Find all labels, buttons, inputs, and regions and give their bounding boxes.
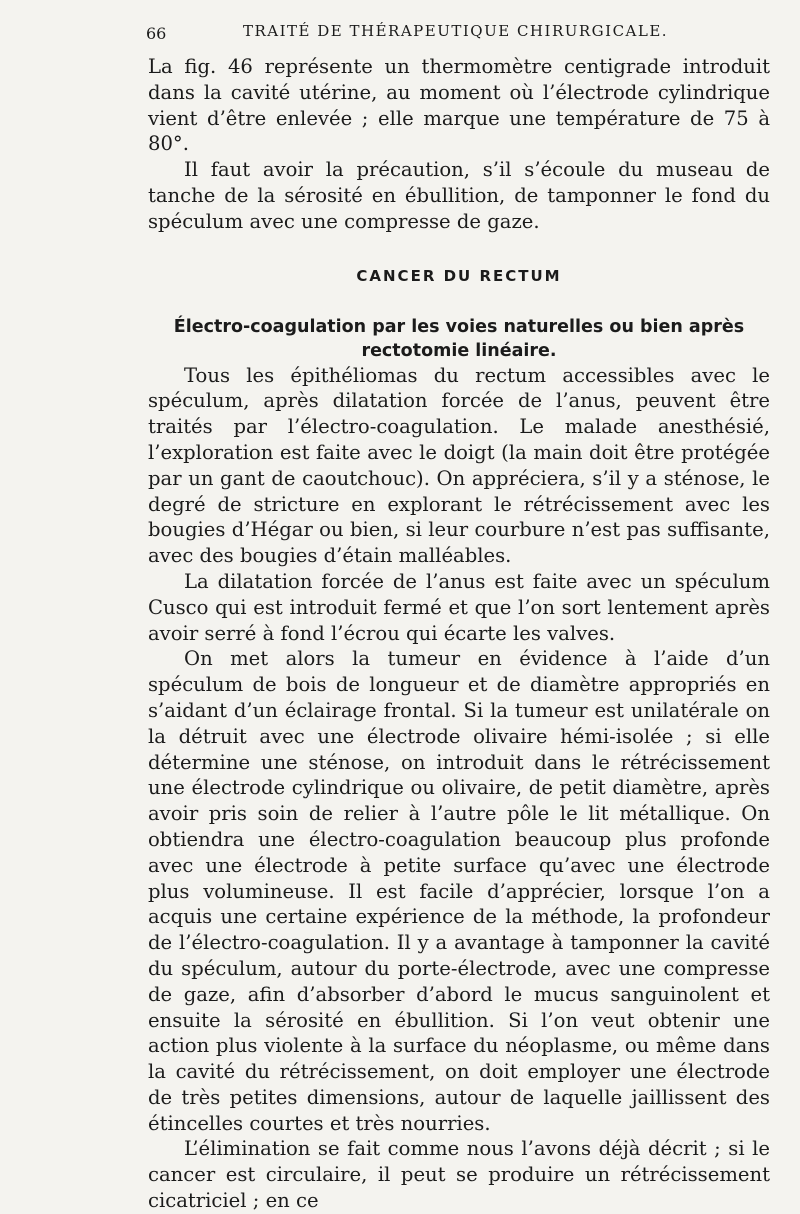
- running-head: [148, 18, 770, 48]
- book-page: [148, 18, 770, 1214]
- page-number: 66: [146, 24, 167, 43]
- running-title: TRAITÉ DE THÉRAPEUTIQUE CHIRURGICALE.: [243, 22, 669, 40]
- paragraph-figure-description: La fig. 46 représente un thermomètre centigrade introduit dans la cavité utérine, au moment où l’électrode cylindrique vient d’être enlevée ; elle marque une température de 75 à 80°.: [148, 55, 770, 156]
- paragraph-epitheliomas: Tous les épithéliomas du rectum accessibles avec le spéculum, après dilatation forcée de l’anus, peuvent être traités par l’électro-coagulation. Le malade anesthésié, l’exploration est faite avec le doigt (la main doit être protégée par un gant de caoutchouc). On appréciera, s’il y a sténose, le degré de stricture en explorant le rétrécissement avec les bougies d’Hégar ou bien, si leur courbure n’est pas suffisante, avec des bougies d’étain malléables.: [148, 363, 770, 568]
- section-title: CANCER DU RECTUM: [356, 266, 562, 285]
- paragraph-technique: On met alors la tumeur en évidence à l’aide d’un spéculum de bois de longueur et de diamètre appropriés en s’aidant d’un éclairage frontal. Si la tumeur est unilatérale on la détruit avec une électrode olivaire hémi-isolée ; si elle détermine une sténose, on introduit dans le rétrécissement une électrode cylindrique ou olivaire, de petit diamètre, après avoir pris soin de relier à l’autre pôle le lit métallique. On obtiendra une électro-coagulation beaucoup plus profonde avec une électrode à petite surface qu’avec une électrode plus volumineuse. Il est facile d’apprécier, lorsque l’on a acquis une certaine expérience de la méthode, la profondeur de l’électro-coagulation. Il y a avantage à tamponner la cavité du spéculum, autour du porte-électrode, avec une compresse de gaze, afin d’absorber d’abord le mucus sanguinolent et ensuite la sérosité en ébullition. Si l’on veut obtenir une action plus violente à la surface du néoplasme, ou même dans la cavité du rétrécissement, on doit employer une électrode de très petites dimensions, autour de laquelle jaillissent des étincelles courtes et très nourries.: [148, 647, 770, 1135]
- paragraph-elimination: L’élimination se fait comme nous l’avons déjà décrit ; si le cancer est circulaire, il peut se produire un rétrécissement cicatriciel ; en ce: [148, 1137, 770, 1213]
- paragraph-dilatation: La dilatation forcée de l’anus est faite avec un spéculum Cusco qui est introduit fermé et que l’on sort lentement après avoir serré à fond l’écrou qui écarte les valves.: [148, 569, 770, 645]
- section-subtitle: Électro-coagulation par les voies naturelles ou bien après rectotomie linéaire.: [173, 316, 745, 361]
- paragraph-precaution: Il faut avoir la précaution, s’il s’écoule du museau de tanche de la sérosité en ébullition, de tamponner le fond du spéculum avec une compresse de gaze.: [148, 158, 770, 233]
